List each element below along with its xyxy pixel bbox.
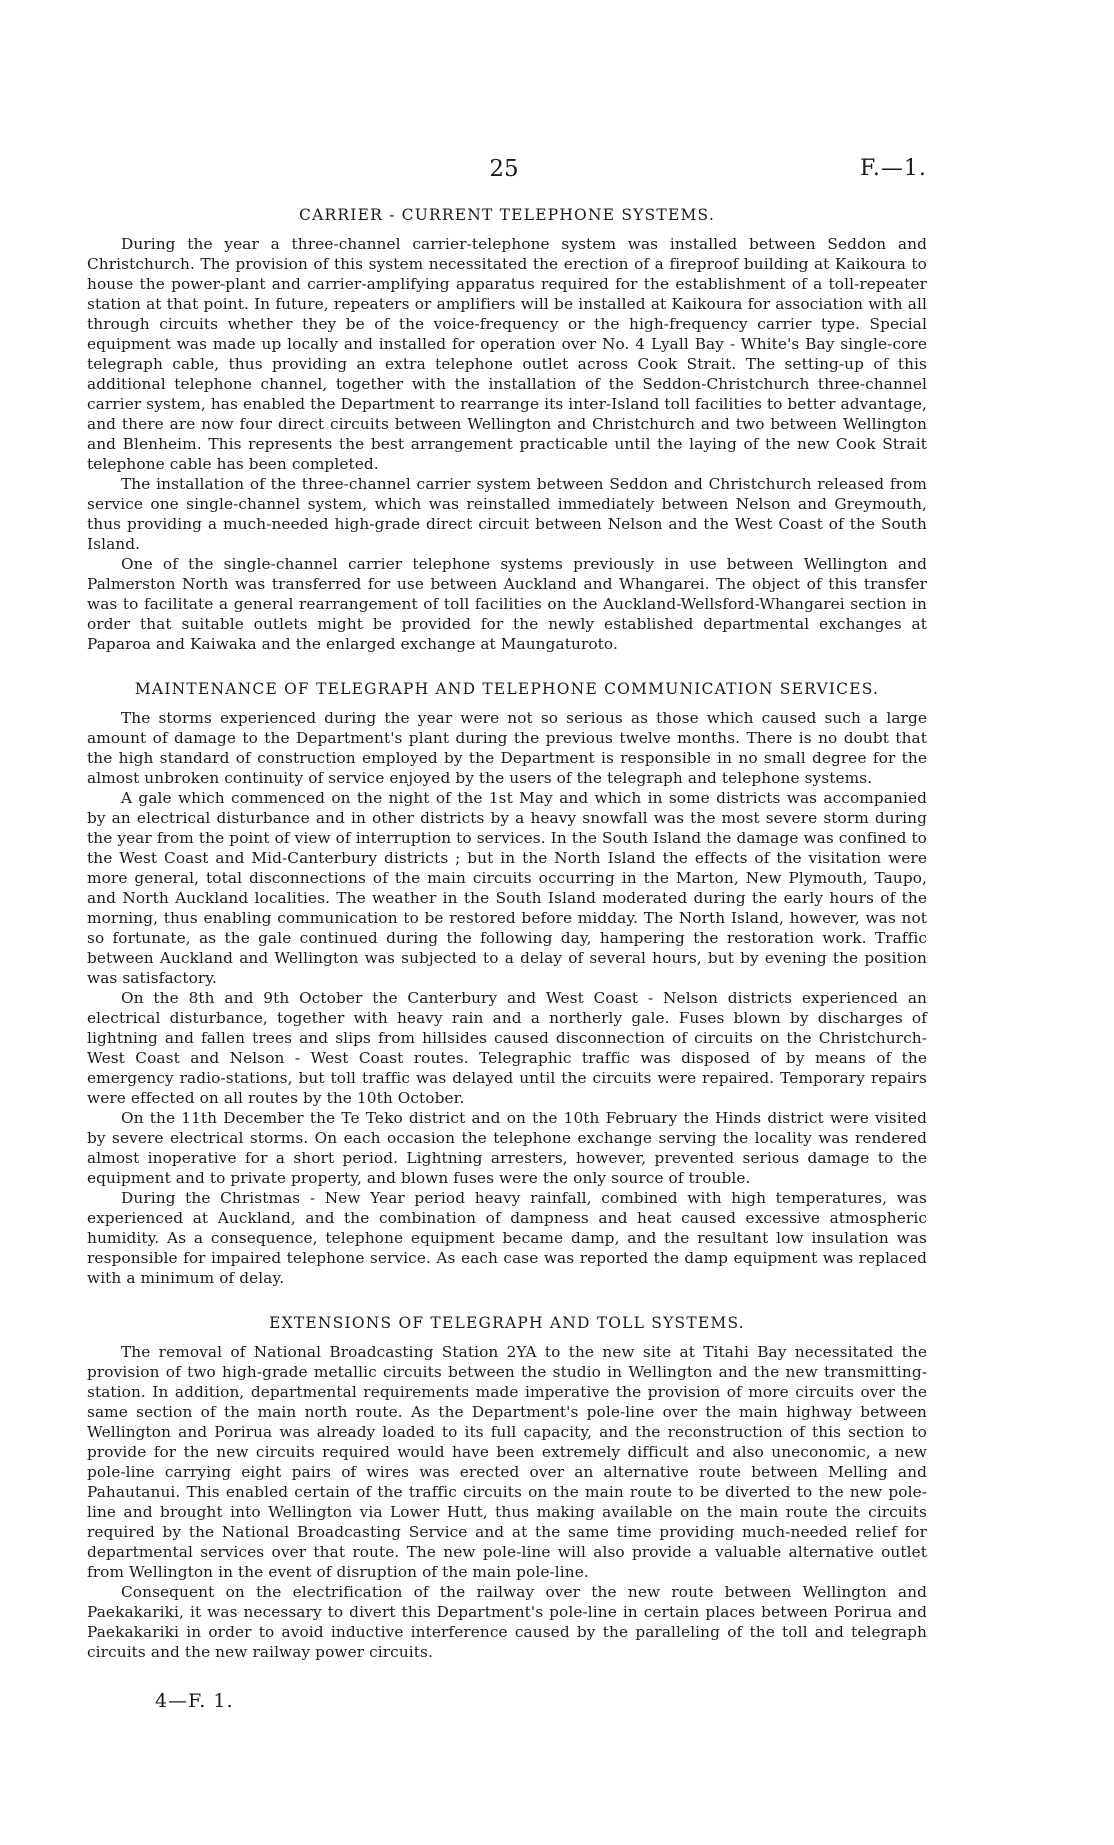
page-number: 25	[489, 156, 519, 182]
paragraph: A gale which commenced on the night of the 1st May and which in some districts was accompanied by an electrical disturbance and in other districts by a heavy snowfall was the most severe storm during the year from the point of view of interruption to services. In the South Island the damage was confined to the West Coast and Mid-Canterbury districts ; but in the North Island the effects of the visitation were more general, total disconnections of the main circuits occurring in the Marton, New Plymouth, Taupo, and North Auckland localities. The weather in the South Island moderated during the early hours of the morning, thus enabling communication to be restored before midday. The North Island, however, was not so fortunate, as the gale continued during the following day, hampering the restoration work. Traffic between Auckland and Wellington was subjected to a delay of several hours, but by evening the position was satisfactory.	[87, 789, 927, 987]
paragraph: The removal of National Broadcasting Station 2YA to the new site at Titahi Bay necessitated the provision of two high-grade metallic circuits between the studio in Wellington and the new transmitting-station. In addition, departmental requirements made imperative the provision of more circuits over the same section of the main north route. As the Department's pole-line over the main highway between Wellington and Porirua was already loaded to its full capacity, and the reconstruction of this section to provide for the new circuits required would have been extremely difficult and also uneconomic, a new pole-line carrying eight pairs of wires was erected over an alternative route between Melling and Pahautanui. This enabled certain of the traffic circuits on the main route to be diverted to the new pole-line and brought into Wellington via Lower Hutt, thus making available on the main route the circuits required by the National Broadcasting Service and at the same time providing much-needed relief for departmental services over that route. The new pole-line will also provide a valuable alternative outlet from Wellington in the event of disruption of the main pole-line.	[87, 1343, 927, 1581]
paragraph: During the year a three-channel carrier-telephone system was installed between Seddon and Christchurch. The provision of this system necessitated the erection of a fireproof building at Kaikoura to house the power-plant and carrier-amplifying apparatus required for the establishment of a toll-repeater station at that point. In future, repeaters or amplifiers will be installed at Kaikoura for association with all through circuits whether they be of the voice-frequency or the high-frequency carrier type. Special equipment was made up locally and installed for operation over No. 4 Lyall Bay - White's Bay single-core telegraph cable, thus providing an extra telephone outlet across Cook Strait. The setting-up of this additional telephone channel, together with the installation of the Seddon-Christchurch three-channel carrier system, has enabled the Department to rearrange its inter-Island toll facilities to better advantage, and there are now four direct circuits between Wellington and Christchurch and two between Wellington and Blenheim. This represents the best arrangement practicable until the laying of the new Cook Strait telephone cable has been completed.	[87, 235, 927, 473]
paragraph: The storms experienced during the year were not so serious as those which caused such a large amount of damage to the Department's plant during the previous twelve months. There is no doubt that the high standard of construction employed by the Department is responsible in no small degree for the almost unbroken continuity of service enjoyed by the users of the telegraph and telephone systems.	[87, 709, 927, 787]
document-code: F.—1.	[860, 156, 927, 181]
paragraph: On the 8th and 9th October the Canterbury and West Coast - Nelson districts experienced an electrical disturbance, together with heavy rain and a northerly gale. Fuses blown by discharges of lightning and fallen trees and slips from hillsides caused disconnection of circuits on the Christchurch-West Coast and Nelson - West Coast routes. Telegraphic traffic was disposed of by means of the emergency radio-stations, but toll traffic was delayed until the circuits were repaired. Temporary repairs were effected on all routes by the 10th October.	[87, 989, 927, 1107]
document-body	[87, 204, 927, 1662]
section-heading-carrier-current: CARRIER - CURRENT TELEPHONE SYSTEMS.	[299, 206, 715, 224]
signature-mark: 4—F. 1.	[155, 1690, 234, 1712]
paragraph: During the Christmas - New Year period heavy rainfall, combined with high temperatures, was experienced at Auckland, and the combination of dampness and heat caused excessive atmospheric humidity. As a consequence, telephone equipment became damp, and the resultant low insulation was responsible for impaired telephone service. As each case was reported the damp equipment was replaced with a minimum of delay.	[87, 1189, 927, 1287]
paragraph: On the 11th December the Te Teko district and on the 10th February the Hinds district were visited by severe electrical storms. On each occasion the telephone exchange serving the locality was rendered almost inoperative for a short period. Lightning arresters, however, prevented serious damage to the equipment and to private property, and blown fuses were the only source of trouble.	[87, 1109, 927, 1187]
paragraph: The installation of the three-channel carrier system between Seddon and Christchurch released from service one single-channel system, which was reinstalled immediately between Nelson and Greymouth, thus providing a much-needed high-grade direct circuit between Nelson and the West Coast of the South Island.	[87, 475, 927, 553]
section-heading-maintenance: MAINTENANCE OF TELEGRAPH AND TELEPHONE COMMUNICATION SERVICES.	[134, 680, 880, 698]
paragraph: One of the single-channel carrier telephone systems previously in use between Wellington and Palmerston North was transferred for use between Auckland and Whangarei. The object of this transfer was to facilitate a general rearrangement of toll facilities on the Auckland-Wellsford-Whangarei section in order that suitable outlets might be provided for the newly established departmental exchanges at Paparoa and Kaiwaka and the enlarged exchange at Maungaturoto.	[87, 555, 927, 653]
paragraph: Consequent on the electrification of the railway over the new route between Wellington and Paekakariki, it was necessary to divert this Department's pole-line in certain places between Porirua and Paekakariki in order to avoid inductive interference caused by the paralleling of the toll and telegraph circuits and the new railway power circuits.	[87, 1583, 927, 1661]
section-heading-extensions: EXTENSIONS OF TELEGRAPH AND TOLL SYSTEMS.	[269, 1314, 745, 1332]
